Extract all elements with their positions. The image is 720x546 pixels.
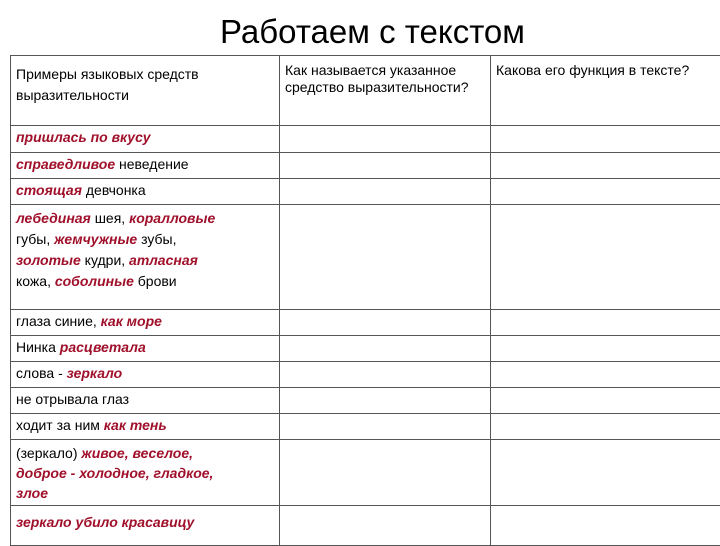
example-cell [11, 362, 280, 388]
table-row [11, 205, 720, 310]
table-row [11, 179, 720, 205]
example-highlight: стоящая [16, 182, 82, 198]
example-line: злое [16, 483, 274, 503]
answer-function-cell[interactable] [491, 310, 720, 336]
example-cell [11, 205, 280, 310]
answer-device-cell[interactable] [280, 153, 491, 179]
table-row [11, 336, 720, 362]
table-row [11, 126, 720, 153]
example-line [16, 271, 274, 292]
header-device-name-text: Как называется указанное средство выразительности? [285, 62, 469, 95]
table-row [11, 153, 720, 179]
example-highlight: как море [101, 313, 162, 329]
example-cell [11, 310, 280, 336]
example-plain: брови [134, 273, 177, 289]
example-plain: (зеркало) [16, 445, 81, 461]
example-cell [11, 126, 280, 153]
answer-function-cell[interactable] [491, 336, 720, 362]
answer-device-cell[interactable] [280, 179, 491, 205]
example-highlight: лебединая [16, 210, 91, 226]
answer-device-cell[interactable] [280, 205, 491, 310]
table-header-row [11, 56, 720, 126]
example-plain: Нинка [16, 339, 60, 355]
example-line [16, 229, 274, 250]
example-highlight: живое, веселое, [81, 445, 193, 461]
example-plain: шея, [91, 210, 129, 226]
example-highlight: атласная [129, 252, 198, 268]
example-plain: слова - [16, 365, 67, 381]
example-highlight: коралловые [129, 210, 215, 226]
example-cell [11, 440, 280, 506]
table-row [11, 414, 720, 440]
header-examples [11, 56, 280, 126]
answer-function-cell[interactable] [491, 388, 720, 414]
example-highlight: зеркало [67, 365, 123, 381]
example-line [16, 208, 274, 229]
header-function [491, 56, 720, 126]
example-plain: кудри, [81, 252, 129, 268]
answer-device-cell[interactable] [280, 440, 491, 506]
example-plain: зубы, [137, 231, 176, 247]
example-highlight: зеркало убило красавицу [16, 514, 194, 530]
example-plain: губы, [16, 231, 54, 247]
example-line: доброе - холодное, гладкое, [16, 463, 274, 483]
example-cell [11, 153, 280, 179]
example-plain: не отрывала глаз [16, 391, 129, 407]
example-highlight: соболиные [55, 273, 134, 289]
example-plain: глаза синие, [16, 313, 101, 329]
header-function-text: Какова его функция в тексте? [496, 62, 689, 78]
answer-device-cell[interactable] [280, 126, 491, 153]
example-highlight: как тень [104, 417, 167, 433]
example-cell [11, 179, 280, 205]
answer-device-cell[interactable] [280, 310, 491, 336]
example-highlight: пришлась по вкусу [16, 129, 150, 145]
table-row [11, 388, 720, 414]
example-plain: ходит за ним [16, 417, 104, 433]
example-highlight: золотые [16, 252, 81, 268]
example-highlight: расцветала [60, 339, 146, 355]
example-line [16, 443, 274, 463]
example-cell [11, 388, 280, 414]
answer-function-cell[interactable] [491, 440, 720, 506]
example-plain: девчонка [82, 182, 146, 198]
example-line [16, 250, 274, 271]
answer-function-cell[interactable] [491, 179, 720, 205]
example-highlight: жемчужные [54, 231, 137, 247]
answer-device-cell[interactable] [280, 362, 491, 388]
answer-function-cell[interactable] [491, 153, 720, 179]
table-row [11, 440, 720, 506]
answer-device-cell[interactable] [280, 414, 491, 440]
table-row [11, 362, 720, 388]
answer-function-cell[interactable] [491, 414, 720, 440]
header-device-name [280, 56, 491, 126]
example-highlight: справедливое [16, 156, 115, 172]
example-cell [11, 414, 280, 440]
answer-function-cell[interactable] [491, 362, 720, 388]
example-cell [11, 336, 280, 362]
analysis-table [10, 55, 720, 546]
answer-function-cell[interactable] [491, 126, 720, 153]
example-plain: неведение [115, 156, 188, 172]
table-row [11, 310, 720, 336]
answer-function-cell[interactable] [491, 205, 720, 310]
answer-device-cell[interactable] [280, 336, 491, 362]
answer-device-cell[interactable] [280, 388, 491, 414]
example-plain: кожа, [16, 273, 55, 289]
page-title: Работаем с текстом [0, 12, 720, 52]
header-examples-text: Примеры языковых средств выразительности [16, 66, 199, 103]
